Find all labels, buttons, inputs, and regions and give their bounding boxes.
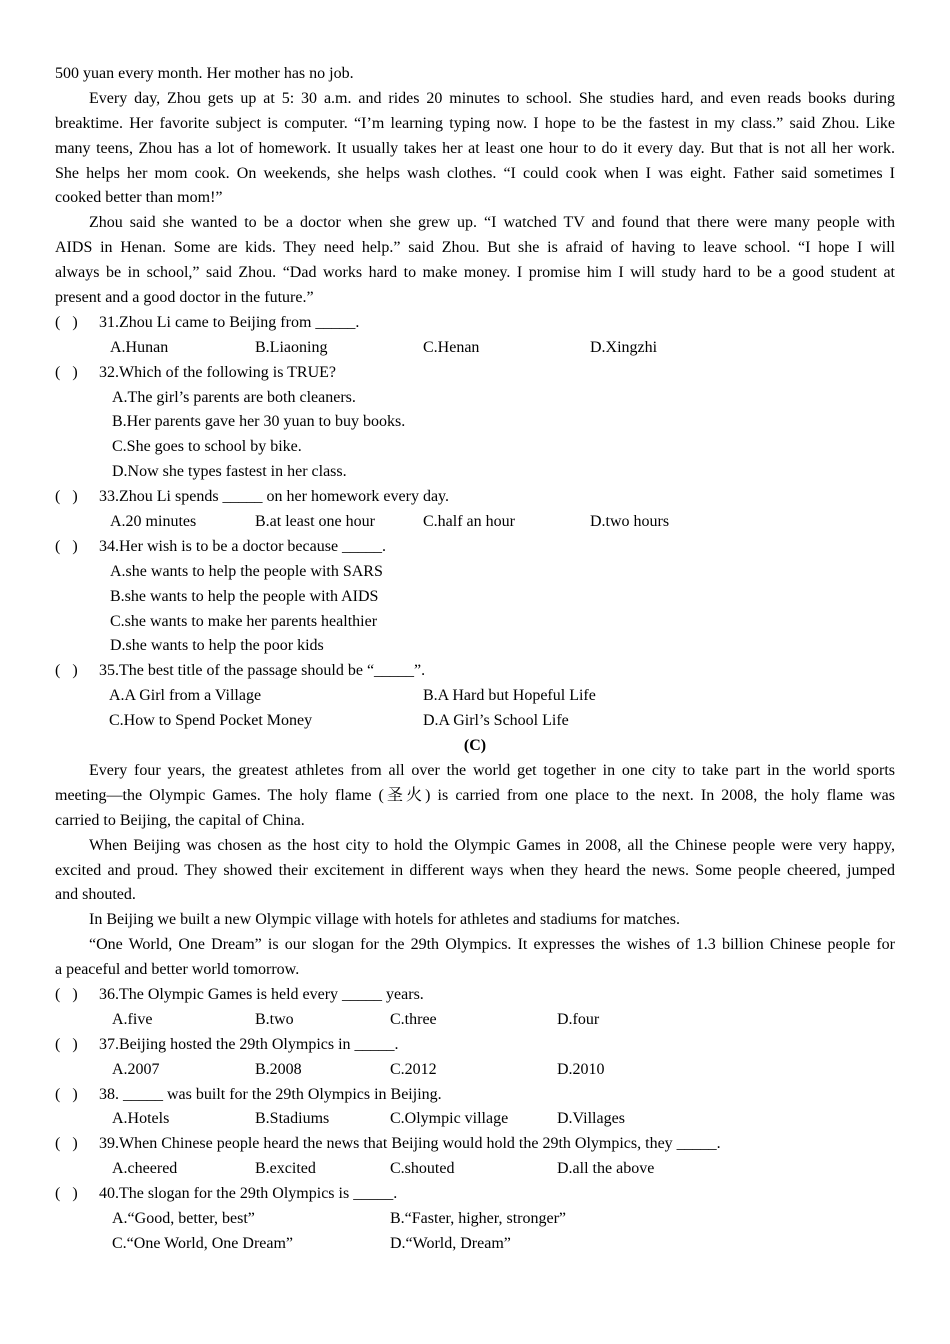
section-heading: (C) — [463, 737, 487, 755]
passage-line: present and a good doctor in the future.” — [55, 289, 314, 307]
answer-blank[interactable]: ( ) — [55, 537, 78, 555]
answer-blank[interactable]: ( ) — [55, 488, 78, 506]
options-row — [55, 709, 895, 734]
question-stem: 34.Her wish is to be a doctor because _____. — [99, 537, 387, 555]
option-c[interactable]: C.“One World, One Dream” — [112, 1234, 294, 1252]
option-b[interactable]: B.2008 — [255, 1060, 302, 1078]
option-b[interactable]: B.“Faster, higher, stronger” — [390, 1209, 566, 1227]
option-c[interactable]: C.How to Spend Pocket Money — [109, 712, 313, 730]
option-c[interactable]: C.She goes to school by bike. — [112, 438, 302, 456]
question-stem: 31.Zhou Li came to Beijing from _____. — [99, 313, 360, 331]
question-stem: 35.The best title of the passage should be “_____”. — [99, 662, 426, 680]
question-stem: 39.When Chinese people heard the news that Beijing would hold the 29th Olympics, they _____. — [99, 1135, 721, 1153]
options-row — [55, 1008, 895, 1033]
option-b[interactable]: B.Liaoning — [255, 338, 328, 356]
answer-blank[interactable]: ( ) — [55, 985, 78, 1003]
answer-blank[interactable]: ( ) — [55, 1185, 78, 1203]
option-c[interactable]: C.three — [390, 1010, 437, 1028]
question-35 — [55, 659, 895, 684]
option-c[interactable]: C.2012 — [390, 1060, 437, 1078]
passage-line: 500 yuan every month. Her mother has no job. — [55, 65, 354, 82]
option-d[interactable]: D.she wants to help the poor kids — [110, 637, 324, 655]
passage-line: many teens, Zhou has a lot of homework. It usually takes her at least one hour to do it every day. But that is not all her work. — [55, 139, 895, 157]
option-b[interactable]: B.two — [255, 1010, 294, 1028]
option-c[interactable]: C.Olympic village — [390, 1110, 509, 1128]
option-b[interactable]: B.excited — [255, 1160, 316, 1178]
option-d[interactable]: D.Villages — [557, 1110, 625, 1128]
question-39 — [55, 1132, 895, 1157]
passage-line: carried to Beijing, the capital of China. — [55, 811, 305, 829]
answer-blank[interactable]: ( ) — [55, 1135, 78, 1153]
option-c[interactable]: C.shouted — [390, 1160, 455, 1178]
answer-blank[interactable]: ( ) — [55, 1035, 78, 1053]
option-a[interactable]: A.A Girl from a Village — [109, 687, 262, 705]
option-d[interactable]: D.all the above — [557, 1160, 655, 1178]
answer-blank[interactable]: ( ) — [55, 662, 78, 680]
option-a[interactable]: A.20 minutes — [110, 513, 197, 531]
answer-blank[interactable]: ( ) — [55, 313, 78, 331]
question-stem: 36.The Olympic Games is held every _____ years. — [99, 985, 424, 1003]
option-b[interactable]: B.she wants to help the people with AIDS — [110, 587, 379, 605]
question-33 — [55, 485, 895, 510]
passage-line: Every four years, the greatest athletes from all over the world get together in one city to take part in the world sports — [89, 761, 895, 779]
passage-line: AIDS in Henan. Some are kids. They need help.” said Zhou. But she is afraid of having to leave school. “I hope I will — [55, 239, 895, 257]
passage-line: She helps her mom cook. On weekends, she helps wash clothes. “I could cook when I was eight. Father said sometimes I — [55, 164, 895, 182]
options-row — [55, 1157, 895, 1182]
passage-line: breaktime. Her favorite subject is computer. “I’m learning typing now. I hope to be the fastest in my class.” said Zhou. Like — [55, 114, 895, 132]
option-d[interactable]: D.Now she types fastest in her class. — [112, 463, 347, 481]
passage-line: always be in school,” said Zhou. “Dad works hard to make money. I promise him I will study hard to be a good student at — [55, 264, 895, 282]
options-row — [55, 510, 895, 535]
answer-blank[interactable]: ( ) — [55, 1085, 78, 1103]
question-stem: 38. _____ was built for the 29th Olympics in Beijing. — [99, 1085, 442, 1103]
question-37 — [55, 1033, 895, 1058]
option-b[interactable]: B.A Hard but Hopeful Life — [423, 687, 596, 705]
option-d[interactable]: D.2010 — [557, 1060, 605, 1078]
question-34 — [55, 535, 895, 560]
question-36 — [55, 983, 895, 1008]
option-d[interactable]: D.“World, Dream” — [390, 1234, 511, 1252]
option-a[interactable]: A.she wants to help the people with SARS — [110, 562, 383, 580]
option-a[interactable]: A.Hotels — [112, 1110, 170, 1128]
question-stem: 40.The slogan for the 29th Olympics is _____. — [99, 1185, 398, 1203]
option-d[interactable]: D.two hours — [590, 513, 670, 531]
question-stem: 32.Which of the following is TRUE? — [99, 363, 336, 381]
option-b[interactable]: B.at least one hour — [255, 513, 375, 531]
question-stem: 33.Zhou Li spends _____ on her homework every day. — [99, 488, 449, 506]
options-row — [55, 684, 895, 709]
answer-blank[interactable]: ( ) — [55, 363, 78, 381]
question-31 — [55, 311, 895, 336]
options-row — [55, 1232, 895, 1257]
option-a[interactable]: A.2007 — [112, 1060, 160, 1078]
option-a[interactable]: A.Hunan — [110, 338, 169, 356]
options-row — [55, 1058, 895, 1083]
passage-line: In Beijing we built a new Olympic village with hotels for athletes and stadiums for matches. — [89, 911, 680, 929]
passage-line: Every day, Zhou gets up at 5: 30 a.m. and rides 20 minutes to school. She studies hard, and even reads books during — [89, 89, 895, 107]
passage-line: Zhou said she wanted to be a doctor when she grew up. “I watched TV and found that there were many people with — [89, 214, 895, 232]
question-40 — [55, 1182, 895, 1207]
option-d[interactable]: D.Xingzhi — [590, 338, 658, 356]
exam-page — [55, 62, 895, 1257]
options-row — [55, 1107, 895, 1132]
option-b[interactable]: B.Her parents gave her 30 yuan to buy books. — [112, 413, 406, 431]
passage-line: When Beijing was chosen as the host city to hold the Olympic Games in 2008, all the Chinese people were very happy, — [89, 836, 895, 854]
option-b[interactable]: B.Stadiums — [255, 1110, 330, 1128]
option-d[interactable]: D.A Girl’s School Life — [423, 712, 569, 730]
passage-line: a peaceful and better world tomorrow. — [55, 961, 300, 979]
passage-line: meeting—the Olympic Games. The holy flame (圣火) is carried from one place to the next. In 2008, the holy flame was — [55, 786, 895, 804]
question-stem: 37.Beijing hosted the 29th Olympics in _____. — [99, 1035, 399, 1053]
options-row — [55, 1207, 895, 1232]
question-32 — [55, 361, 895, 386]
option-c[interactable]: C.half an hour — [423, 513, 515, 531]
option-c[interactable]: C.Henan — [423, 338, 480, 356]
option-a[interactable]: A.cheered — [112, 1160, 178, 1178]
option-a[interactable]: A.The girl’s parents are both cleaners. — [112, 388, 356, 406]
passage-line: “One World, One Dream” is our slogan for the 29th Olympics. It expresses the wishes of 1.3 billion Chinese people for — [89, 936, 895, 954]
passage-line: excited and proud. They showed their excitement in different ways when they heard the news. Some people cheered, jumped — [55, 861, 895, 879]
option-a[interactable]: A.“Good, better, best” — [112, 1209, 255, 1227]
passage-line: cooked better than mom!” — [55, 189, 223, 207]
option-c[interactable]: C.she wants to make her parents healthier — [110, 612, 378, 630]
option-a[interactable]: A.five — [112, 1010, 153, 1028]
option-d[interactable]: D.four — [557, 1010, 600, 1028]
passage-line: and shouted. — [55, 886, 136, 904]
options-row — [55, 336, 895, 361]
question-38 — [55, 1083, 895, 1108]
